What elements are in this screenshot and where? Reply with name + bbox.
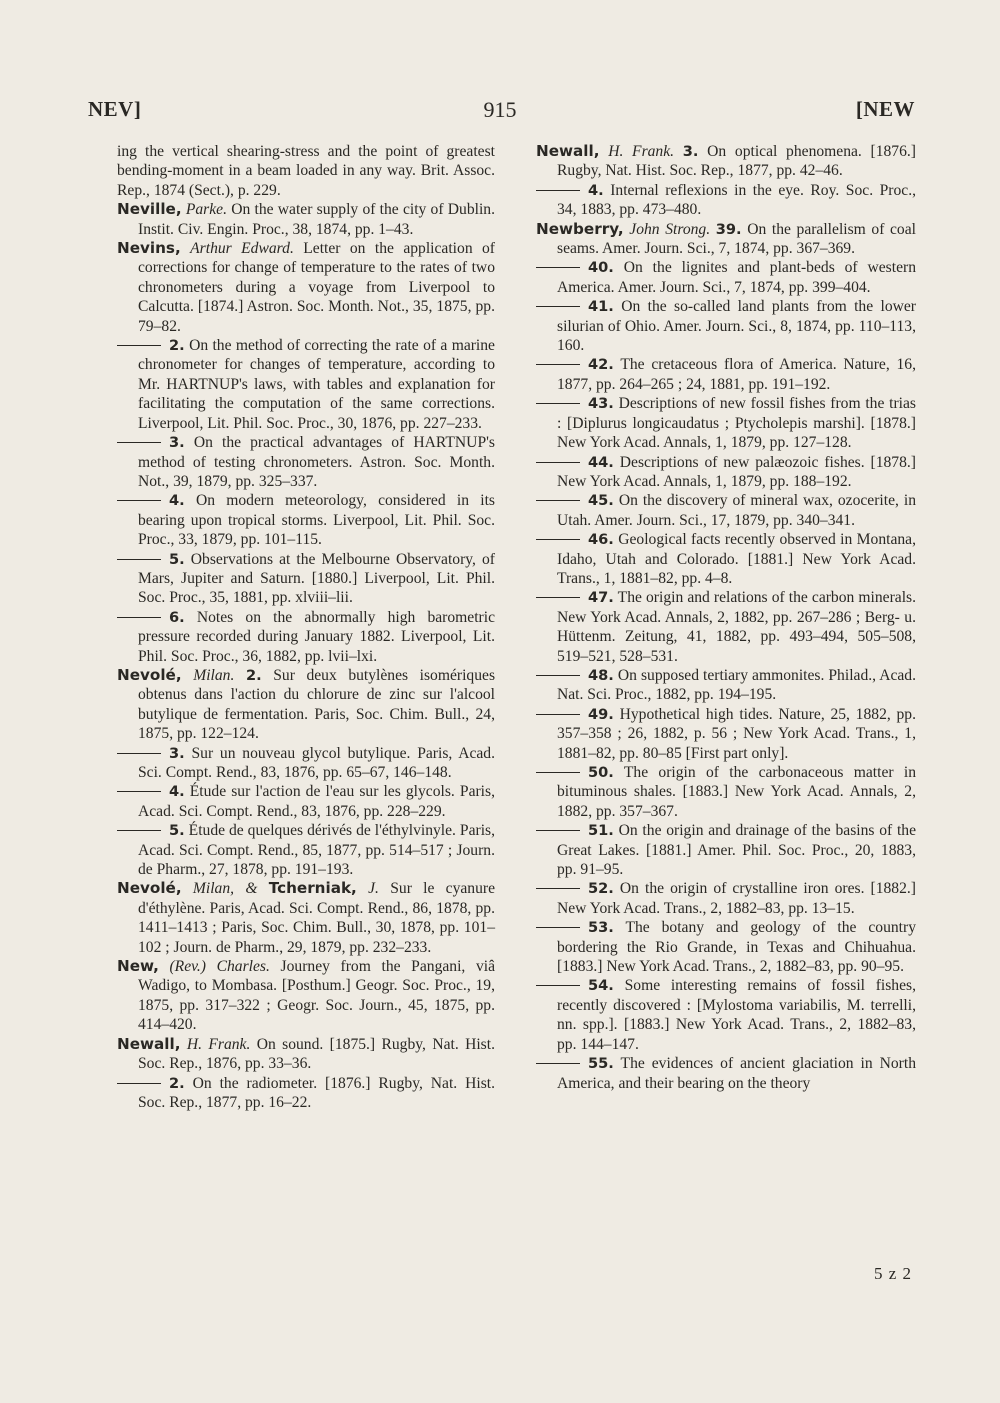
author-given-name: (Rev.) Charles. — [169, 958, 270, 976]
bibliography-entry — [536, 142, 916, 181]
bibliography-entry — [536, 666, 916, 705]
entry-number: 2. — [169, 1074, 185, 1092]
entry-text: The botany and geology of the country bordering the Rio Grande, in Texas and Chihuahua. [1883.] New York Acad. Trans., 2, 1882–83, pp. 90–95. — [557, 919, 916, 976]
entry-text: The evidences of ancient glaciation in North America, and their bearing on the theory — [557, 1055, 916, 1092]
entry-text: On the parallelism of coal seams. Amer. Journ. Sci., 7, 1874, pp. 367–369. — [557, 220, 916, 258]
entry-text: On the so-called land plants from the lower silurian of Ohio. Amer. Journ. Sci., 8, 1874, pp. 110–113, 160. — [557, 298, 916, 355]
entry-text: The cretaceous flora of America. Nature, 16, 1877, pp. 264–265 ; 24, 1881, pp. 191–192. — [557, 356, 916, 393]
entry-text: Letter on the application of corrections for change of temperature to the rates of two chronometers during a voyage from Liverpool to Calcutta. [1874.] Astron. Soc. Month. Not., 35, 1875, pp. 79–82. — [138, 240, 495, 335]
author-given-name: H. Frank. — [608, 143, 675, 160]
author-surname: Newall, — [536, 142, 600, 160]
bibliography-entry — [117, 782, 495, 821]
page-number: 915 — [483, 97, 517, 122]
header-left: NEV] — [88, 97, 142, 121]
author-surname: New, — [117, 957, 159, 976]
bibliography-entry — [117, 957, 495, 1035]
entry-number: 40. — [588, 259, 614, 277]
author-surname: Nevolé, — [117, 665, 182, 684]
bibliography-entry — [536, 453, 916, 492]
entry-text: The origin of the carbonaceous matter in bituminous shales. [1883.] New York Acad. Annals, 2, 1882, pp. 357–367. — [557, 764, 916, 820]
bibliography-entry — [536, 491, 916, 530]
entry-text: Étude sur l'action de l'eau sur les glycols. Paris, Acad. Sci. Compt. Rend., 83, 1876, pp. 228–229. — [138, 783, 495, 820]
bibliography-entry — [536, 705, 916, 763]
author-surname: Newall, — [117, 1034, 181, 1053]
entry-number: 3. — [682, 143, 699, 160]
entry-number: 41. — [588, 298, 614, 316]
entry-text: Journey from the Pangani, viâ Wadigo, to Mombasa. [Posthum.] Geogr. Soc. Proc., 19, 1875, pp. 317–322 ; Geogr. Soc. Journ., 45, 1875, pp. 414–420. — [138, 958, 495, 1034]
bibliography-entry — [536, 258, 916, 297]
bibliography-entry — [536, 821, 916, 879]
entry-number: 39. — [715, 220, 742, 238]
entry-text: Sur le cyanure d'éthylène. Paris, Acad. Sci. Compt. Rend., 86, 1878, pp. 1411–1413 ; Paris, Soc. Chim. Bull., 30, 1878, pp. 101–102 ; Journ. de Pharm., 29, 1879, pp. 232–233. — [138, 880, 496, 956]
entry-number: 2. — [245, 666, 262, 684]
bibliography-entry — [536, 220, 916, 259]
entry-number: 54. — [588, 977, 614, 995]
signature-mark: 5 z 2 — [873, 1264, 912, 1283]
header-right: [NEW — [855, 97, 915, 121]
bibliography-entry — [536, 394, 916, 452]
entry-text: Descriptions of new fossil fishes from the trias : [Diplurus longicaudatus ; Ptycholepis marshi]. [1878.] New York Acad. Annals, 1, 1879, pp. 127–128. — [557, 395, 916, 452]
bibliography-entry — [536, 530, 916, 588]
bibliography-entry — [536, 1054, 916, 1093]
author-given-name: John Strong. — [629, 220, 711, 238]
entry-number: 45. — [588, 492, 614, 510]
bibliography-entry — [536, 588, 916, 666]
author-surname: Neville, — [117, 200, 182, 219]
entry-number: 4. — [169, 783, 185, 801]
bibliography-entry — [117, 821, 495, 879]
entry-number: 52. — [588, 880, 614, 898]
bibliography-entry — [536, 297, 916, 355]
author-given-name: Milan. — [193, 666, 235, 684]
entry-text: On the practical advantages of HARTNUP's method of testing chronometers. Astron. Soc. Month. Not., 39, 1879, pp. 325–337. — [138, 434, 495, 490]
entry-text: Sur deux butylènes isomériques obtenus dans l'action du chlorure de zinc sur l'alcool butylique de fermentation. Paris, Soc. Chim. Bull., 24, 1875, pp. 122–124. — [138, 666, 496, 743]
entry-text: On the origin and drainage of the basins of the Great Lakes. [1881.] Amer. Phil. Soc. Proc., 20, 1883, pp. 91–95. — [557, 822, 917, 879]
entry-text: Hypothetical high tides. Nature, 25, 1882, pp. 357–358 ; 26, 1882, p. 56 ; New York Acad. Trans., 1, 1881–82, pp. 80–85 [First part only]. — [557, 705, 916, 762]
entry-number: 2. — [169, 337, 185, 355]
entry-number: 53. — [588, 919, 614, 937]
entry-text: Some interesting remains of fossil fishes, recently discovered : [Mylostoma variabilis, M. terrelli, nn. spp.]. [1883.] New York Acad. Trans., 2, 1882–83, pp. 144–147. — [557, 977, 916, 1053]
bibliography-entry — [117, 879, 495, 957]
author-given-name: Parke. — [185, 201, 227, 219]
bibliography-entry — [117, 1035, 495, 1074]
bibliography-entry — [117, 336, 495, 433]
bibliography-entry — [536, 763, 916, 821]
bibliography-entry — [117, 1074, 495, 1113]
author-surname: Tcherniak, — [268, 879, 357, 898]
entry-number: 49. — [588, 705, 614, 723]
author-surname: Nevolé, — [117, 879, 182, 898]
entry-number: 6. — [169, 608, 185, 626]
entry-text: On the water supply of the city of Dublin. Instit. Civ. Engin. Proc., 38, 1874, pp. 1–43. — [138, 201, 495, 238]
entry-text: On the radiometer. [1876.] Rugby, Nat. Hist. Soc. Rep., 1877, pp. 16–22. — [138, 1074, 496, 1111]
entry-number: 47. — [588, 589, 614, 607]
entry-number: 43. — [588, 395, 614, 413]
bibliography-entry — [536, 181, 916, 220]
entry-text: Internal reflexions in the eye. Roy. Soc. Proc., 34, 1883, pp. 473–480. — [557, 181, 916, 219]
entry-number: 50. — [588, 764, 614, 781]
entry-text: On the origin of crystalline iron ores. [1882.] New York Acad. Trans., 2, 1882–83, pp. 13–15. — [557, 880, 916, 917]
entry-number: 5. — [169, 822, 185, 840]
entry-number: 3. — [169, 434, 185, 452]
bibliography-entry — [117, 433, 495, 491]
entry-text: Étude de quelques dérivés de l'éthylvinyle. Paris, Acad. Sci. Compt. Rend., 85, 1877, pp. 514–517 ; Journ. de Pharm., 27, 1878, pp. 191–193. — [138, 822, 495, 879]
entry-text: Descriptions of new palæozoic fishes. [1878.] New York Acad. Annals, 1, 1879, pp. 188–192. — [557, 453, 916, 490]
bibliography-entry — [536, 918, 916, 976]
bibliography-entry — [117, 239, 495, 336]
bibliography-entry — [536, 355, 916, 394]
entry-number: 51. — [588, 822, 614, 840]
running-header — [0, 97, 1000, 131]
entry-number: 4. — [588, 181, 604, 199]
bibliography-entry — [117, 608, 495, 666]
entry-number: 42. — [588, 356, 614, 374]
entry-text: On the method of correcting the rate of a marine chronometer for changes of temperature, according to Mr. HARTNUP's laws, with tables and explanation for facilitating the computation of the same corrections. Liverpool, Lit. Phil. Soc. Proc., 30, 1876, pp. 227–233. — [138, 337, 495, 432]
bibliography-entry — [117, 200, 495, 239]
author-given-name: Milan, & — [192, 880, 269, 898]
bibliography-entry — [117, 142, 495, 200]
bibliography-entry — [117, 550, 495, 608]
entry-number: 5. — [169, 550, 185, 568]
entry-number: 48. — [588, 666, 614, 684]
author-given-name: J. — [368, 880, 379, 898]
bibliography-entry — [117, 666, 495, 744]
entry-text: ing the vertical shearing-stress and the point of greatest bending-moment in a beam loaded in any way. Brit. Assoc. Rep., 1874 (Sect.), p. 229. — [117, 143, 495, 199]
entry-number: 3. — [169, 744, 185, 762]
entry-text: On supposed tertiary ammonites. Philad., Acad. Nat. Sci. Proc., 1882, pp. 194–195. — [557, 666, 916, 704]
entry-text: On modern meteorology, considered in its bearing upon tropical storms. Liverpool, Lit. Phil. Soc. Proc., 33, 1879, pp. 101–115. — [138, 492, 495, 549]
bibliography-entry — [536, 879, 916, 918]
left-column — [117, 142, 495, 1112]
author-surname: Nevins, — [117, 239, 181, 258]
entry-text: Observations at the Melbourne Observatory, of Mars, Jupiter and Saturn. [1880.] Liverpool, Lit. Phil. Soc. Proc., 35, 1881, pp. xlviii–lii. — [138, 550, 495, 607]
right-column — [536, 142, 916, 1093]
bibliography-entry — [117, 744, 495, 783]
author-given-name: Arthur Edward. — [190, 240, 294, 258]
entry-text: Notes on the abnormally high barometric pressure recorded during January 1882. Liverpool, Lit. Phil. Soc. Proc., 36, 1882, pp. lvii–lxi. — [138, 608, 495, 665]
entry-text: On the lignites and plant-beds of western America. Amer. Journ. Sci., 7, 1874, pp. 399–404. — [557, 259, 916, 296]
entry-text: On sound. [1875.] Rugby, Nat. Hist. Soc. Rep., 1876, pp. 33–36. — [138, 1035, 495, 1073]
entry-number: 44. — [588, 453, 614, 471]
entry-text: Sur un nouveau glycol butylique. Paris, Acad. Sci. Compt. Rend., 83, 1876, pp. 65–67, 146–148. — [138, 744, 495, 781]
entry-number: 4. — [169, 492, 185, 510]
entry-text: On the discovery of mineral wax, ozocerite, in Utah. Amer. Journ. Sci., 17, 1879, pp. 340–341. — [557, 492, 916, 529]
bibliography-entry — [536, 976, 916, 1054]
entry-text: The origin and relations of the carbon minerals. New York Acad. Annals, 2, 1882, pp. 267–286 ; Berg- u. Hüttenm. Zeitung, 41, 1882, pp. 493–494, 505–508, 519–521, 528–531. — [557, 589, 916, 665]
entry-text: On optical phenomena. [1876.] Rugby, Nat. Hist. Soc. Rep., 1877, pp. 42–46. — [557, 143, 916, 180]
author-given-name: H. Frank. — [186, 1035, 251, 1053]
entry-number: 46. — [588, 531, 614, 549]
author-surname: Newberry, — [536, 219, 624, 238]
entry-number: 55. — [588, 1055, 614, 1073]
entry-text: Geological facts recently observed in Montana, Idaho, Utah and Colorado. [1881.] New York Acad. Trans., 1, 1881–82, pp. 4–8. — [557, 531, 916, 587]
bibliography-entry — [117, 491, 495, 549]
